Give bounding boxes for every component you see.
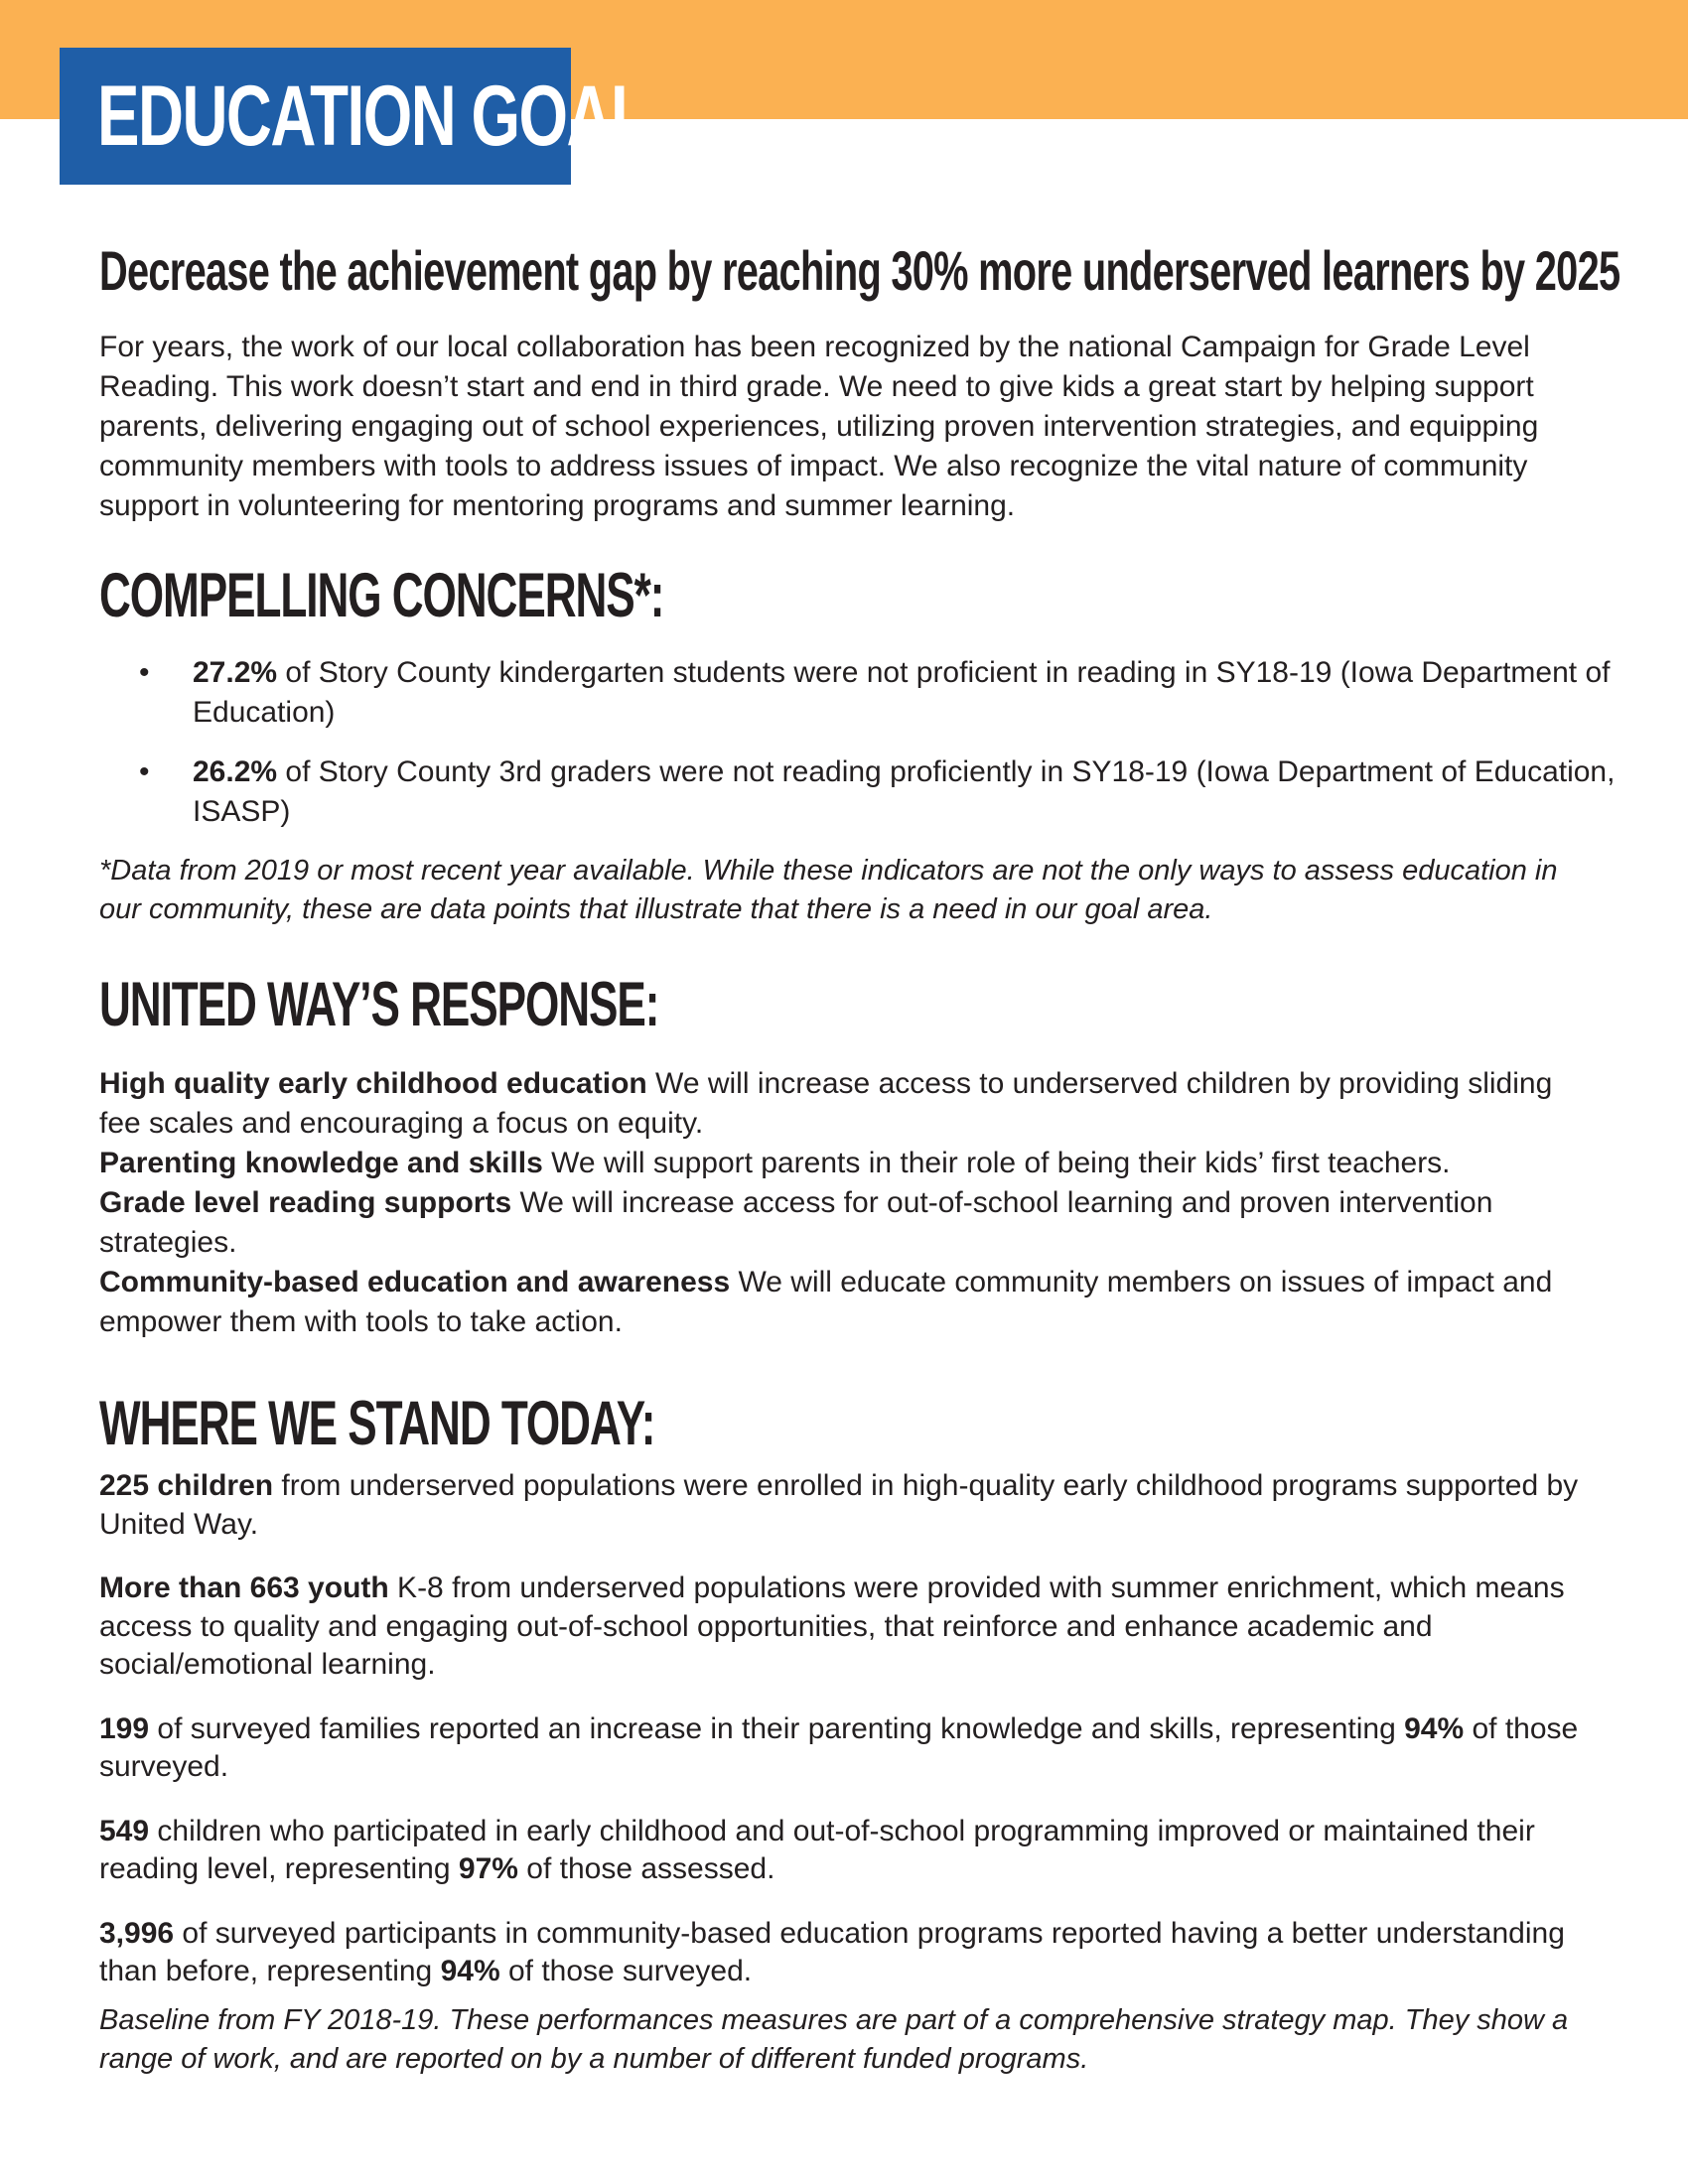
concerns-list <box>99 653 1616 832</box>
baseline-footnote: Baseline from FY 2018-19. These performances measures are part of a comprehensive strategy map. They show a range of work, and are reported on by a number of different funded programs. <box>99 2003 1569 2075</box>
stat-text: of surveyed participants in community-based education programs reported having a better understanding than before, representing <box>99 1916 1565 1987</box>
response-text: We will increase access to underserved children by providing sliding fee scales and encouraging a focus on equity. <box>99 1067 1553 1140</box>
stat-text: K-8 from underserved populations were provided with summer enrichment, which means access to quality and engaging out-of-school opportunities, that reinforce and enhance academic and social/emotional learning. <box>99 1571 1565 1681</box>
stat-text: of surveyed families reported an increase in their parenting knowledge and skills, representing <box>149 1711 1405 1745</box>
response-text: We will increase access for out-of-school learning and proven intervention strategies. <box>99 1186 1493 1259</box>
response-text: We will support parents in their role of being their kids’ first teachers. <box>542 1147 1451 1179</box>
main-content <box>99 236 1620 2079</box>
title-banner <box>60 48 648 185</box>
response-item <box>99 1263 1589 1342</box>
stat-reading <box>99 1813 1589 1889</box>
response-list <box>99 1064 1589 1342</box>
stat-text: of those surveyed. <box>99 1711 1579 1783</box>
data-note: *Data from 2019 or most recent year available. While these indicators are not the only ways to assess education in our community, these are data points that illustrate that there is a need in our goal area. <box>99 855 1558 925</box>
response-title: Grade level reading supports <box>99 1186 512 1219</box>
concern-text: of Story County kindergarten students were not proficient in reading in SY18-19 (Iowa Department of Education) <box>193 656 1611 729</box>
response-title: High quality early childhood education <box>99 1067 647 1100</box>
stand-heading: WHERE WE STAND TODAY: <box>99 1389 655 1458</box>
stat-text: of those assessed. <box>517 1852 775 1885</box>
list-item <box>99 653 1652 733</box>
stat-percent: 94% <box>440 1955 500 1987</box>
response-text: We will educate community members on issues of impact and empower them with tools to take action. <box>99 1266 1553 1338</box>
stat-bold: More than 663 youth <box>99 1571 389 1604</box>
concern-stat: 26.2% <box>193 755 278 788</box>
concern-stat: 27.2% <box>193 656 278 689</box>
stat-percent: 94% <box>1404 1711 1465 1745</box>
goal-heading: Decrease the achievement gap by reaching 30% more underserved learners by 2025 <box>99 239 1620 302</box>
response-item <box>99 1064 1589 1144</box>
response-item <box>99 1144 1589 1183</box>
stat-youth <box>99 1570 1589 1685</box>
response-title: Community-based education and awareness <box>99 1266 731 1298</box>
stat-number: 199 <box>99 1711 150 1745</box>
list-item <box>99 752 1652 832</box>
stat-percent: 97% <box>458 1852 518 1885</box>
page-title: EDUCATION GOAL <box>97 68 648 164</box>
stand-list <box>99 1467 1589 1991</box>
intro-paragraph: For years, the work of our local collaboration has been recognized by the national Campaign for Grade Level Reading. This work doesn’t start and end in third grade. We need to give kids a great start by helping support parents, delivering engaging out of school experiences, utilizing proven intervention strategies, and equipping community members with tools to address issues of impact. We also recognize the vital nature of community support in volunteering for mentoring programs and summer learning. <box>99 331 1539 522</box>
response-item <box>99 1183 1589 1263</box>
response-heading: UNITED WAY’S RESPONSE: <box>99 970 659 1039</box>
stat-number: 3,996 <box>99 1916 175 1950</box>
concerns-heading: COMPELLING CONCERNS*: <box>99 561 664 630</box>
stat-number: 549 <box>99 1814 150 1847</box>
stat-text: of those surveyed. <box>499 1955 753 1987</box>
stat-text: from underserved populations were enrolled in high-quality early childhood programs supported by United Way. <box>99 1469 1579 1541</box>
stat-text: children who participated in early childhood and out-of-school programming improved or maintained their reading level, representing <box>99 1814 1535 1885</box>
stat-participants <box>99 1915 1589 1991</box>
stat-children <box>99 1467 1589 1544</box>
response-title: Parenting knowledge and skills <box>99 1147 543 1179</box>
stat-bold: 225 children <box>99 1469 274 1502</box>
concern-text: of Story County 3rd graders were not reading proficiently in SY18-19 (Iowa Department of Education, ISASP) <box>193 755 1616 828</box>
stat-families <box>99 1710 1589 1787</box>
